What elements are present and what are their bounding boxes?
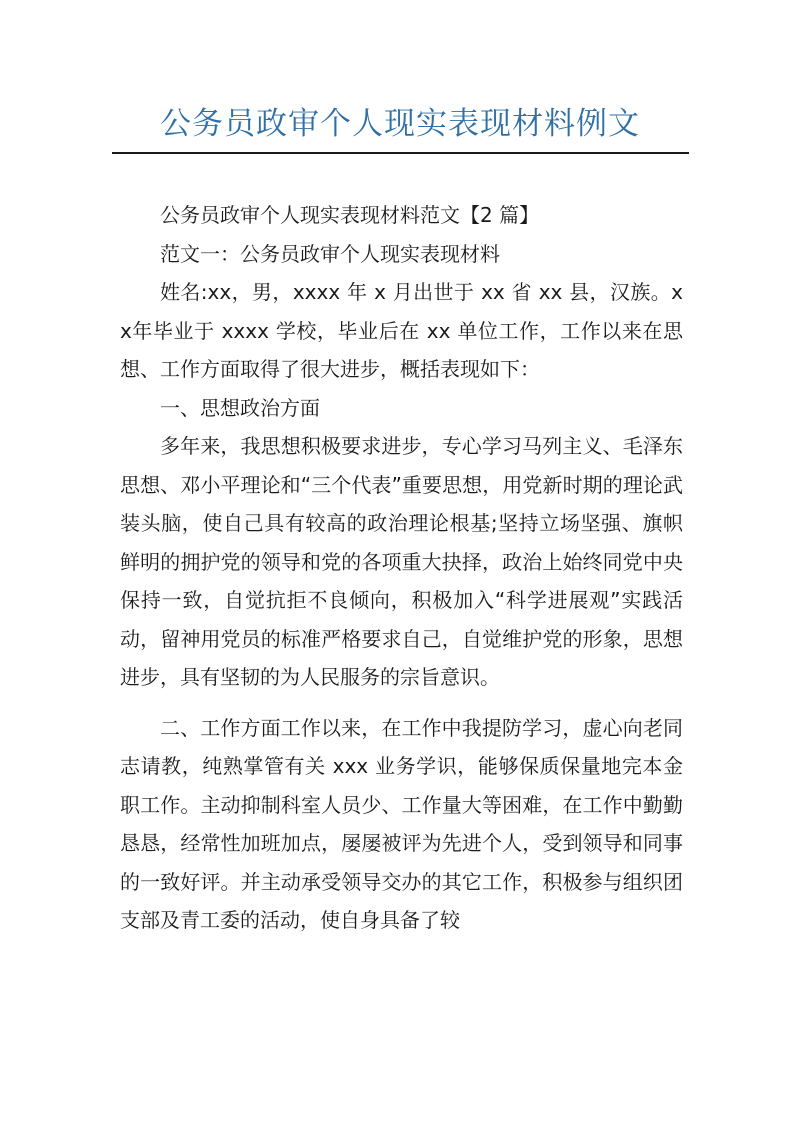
title-divider [112,152,689,154]
paragraph-work-content: 二、工作方面工作以来，在工作中我提防学习，虚心向老同志请教，纯熟掌管有关 xxx 业务学识，能够保质保量地完本金职工作。主动抑制科室人员少、工作量大等困难，在工作中勤勤恳恳，经常性加班加点，屡屡被评为先进个人，受到领导和同事的一致好评。并主动承受领导交办的其它工作，积极参与组织团支部及青工委的活动，使自身具备了较 [120,715,683,932]
paragraph-section-political: 一、思想政治方面 [160,395,320,420]
paragraph-political-content: 多年来，我思想积极要求进步，专心学习马列主义、毛泽东思想、邓小平理论和“三个代表”重要思想，用党新时期的理论武装头脑，使自己具有较高的政治理论根基;坚持立场坚强、旗帜鲜明的拥护党的领导和党的各项重大抉择，政治上始终同党中央保持一致，自觉抗拒不良倾向，积极加入“科学进展观”实践活动，留神用党员的标准严格要求自己，自觉维护党的形象，思想进步，具有坚韧的为人民服务的宗旨意识。 [120,434,683,689]
paragraph-sample-one-title: 范文一：公务员政审个人现实表现材料 [160,241,500,266]
paragraph-personal-info: 姓名:xx，男，xxxx 年 x 月出世于 xx 省 xx 县，汉族。xx年毕业于 xxxx 学校，毕业后在 xx 单位工作，工作以来在思想、工作方面取得了很大进步，概括表现如下： [120,280,683,381]
paragraph-heading-collection: 公务员政审个人现实表现材料范文【2 篇】 [160,203,540,227]
document-title: 公务员政审个人现实表现材料例文 [160,106,640,142]
document-body [120,196,683,940]
